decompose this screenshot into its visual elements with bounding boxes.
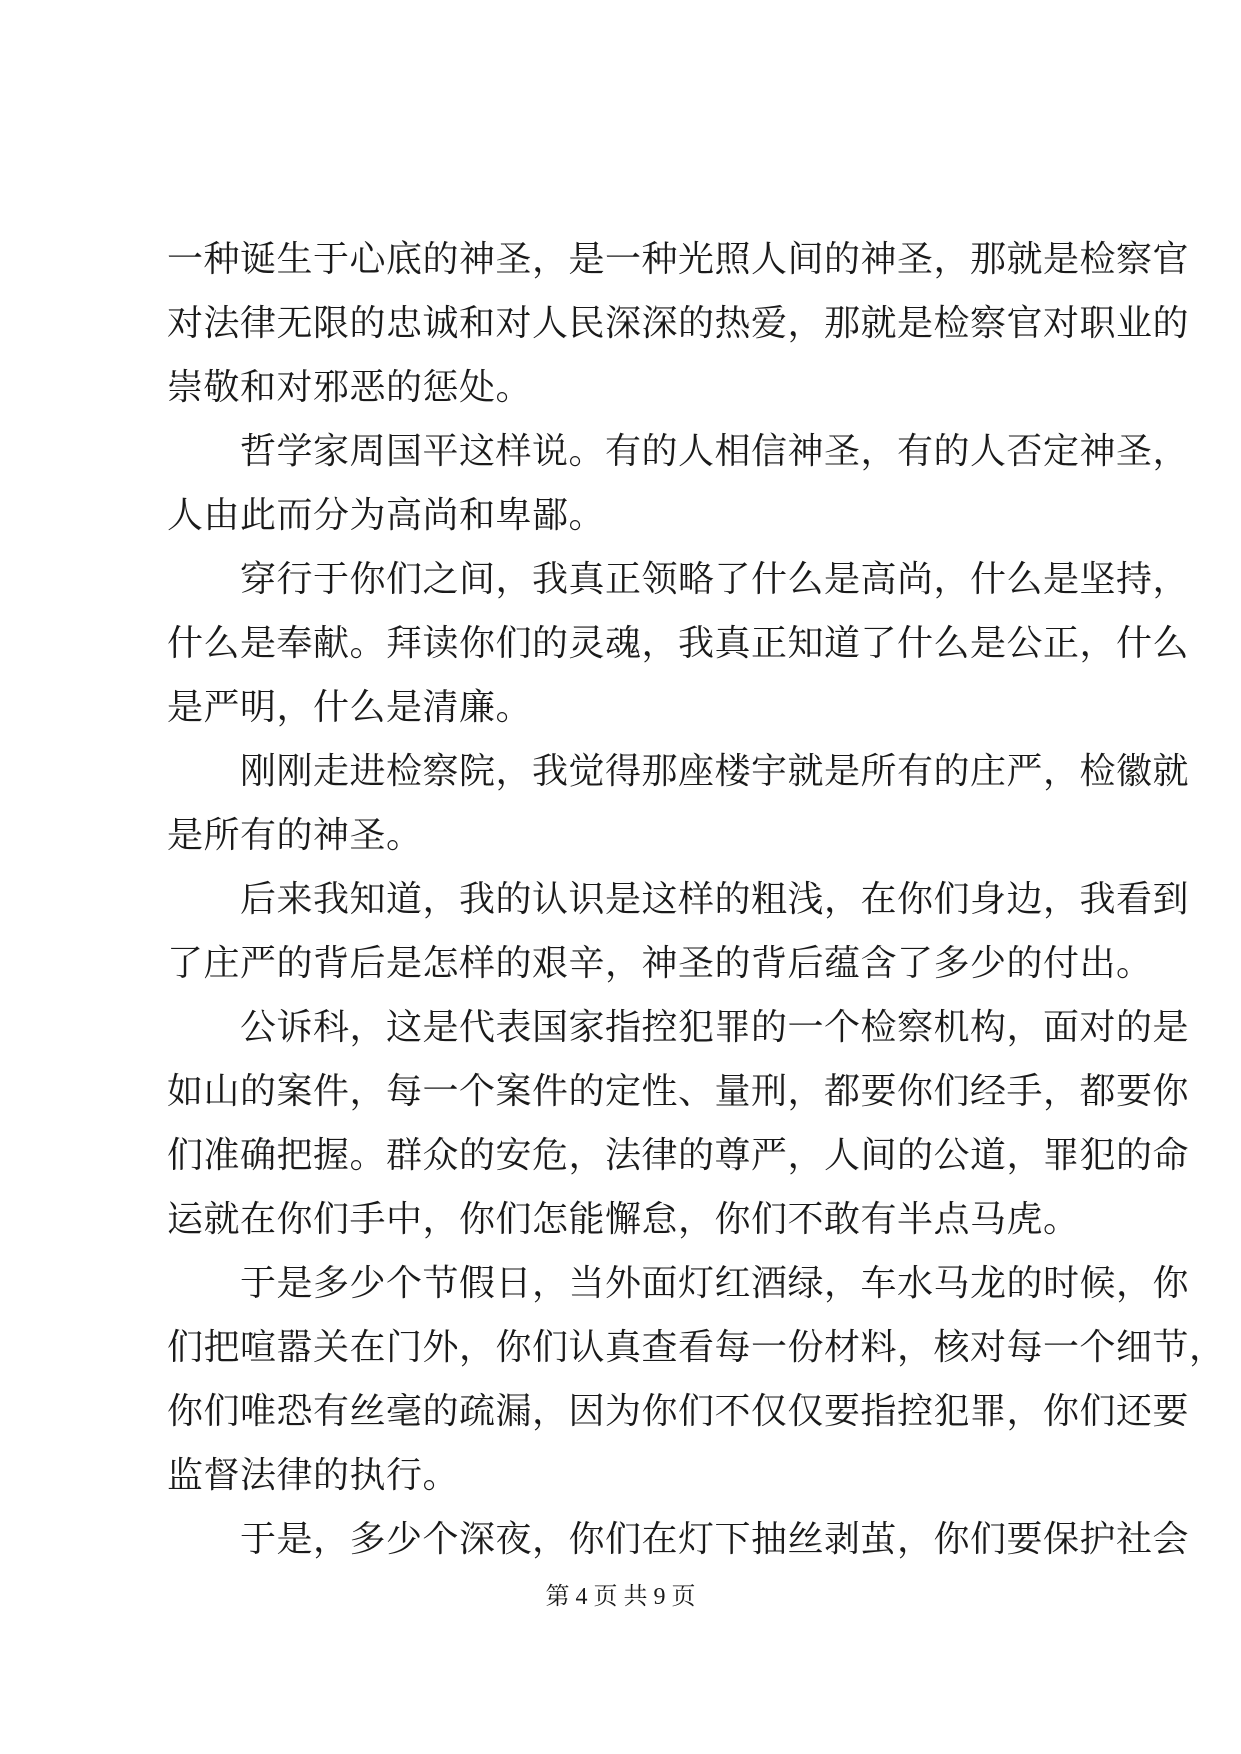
text-line: 你们唯恐有丝毫的疏漏，因为你们不仅仅要指控犯罪，你们还要: [167, 1391, 1190, 1432]
text-line: 们准确把握。群众的安危，法律的尊严，人间的公道，罪犯的命: [167, 1135, 1190, 1176]
text-line: 对法律无限的忠诚和对人民深深的热爱，那就是检察官对职业的: [167, 303, 1190, 344]
document-body: [167, 228, 1226, 1572]
text-line: 一种诞生于心底的神圣，是一种光照人间的神圣，那就是检察官: [167, 239, 1190, 280]
text-line: 穿行于你们之间，我真正领略了什么是高尚，什么是坚持，: [167, 559, 1190, 600]
text-line: 们把喧嚣关在门外，你们认真查看每一份材料，核对每一个细节，: [167, 1327, 1226, 1368]
text-line: 刚刚走进检察院，我觉得那座楼宇就是所有的庄严，检徽就: [167, 751, 1190, 792]
text-line: 人由此而分为高尚和卑鄙。: [167, 495, 606, 536]
text-line: 什么是奉献。拜读你们的灵魂，我真正知道了什么是公正，什么: [167, 623, 1190, 664]
text-line: 哲学家周国平这样说。有的人相信神圣，有的人否定神圣，: [167, 431, 1190, 472]
text-line: 公诉科，这是代表国家指控犯罪的一个检察机构，面对的是: [167, 1007, 1190, 1048]
text-line: 了庄严的背后是怎样的艰辛，神圣的背后蕴含了多少的付出。: [167, 943, 1153, 984]
text-line: 崇敬和对邪恶的惩处。: [167, 367, 533, 408]
text-line: 监督法律的执行。: [167, 1455, 460, 1496]
page-footer: 第 4 页 共 9 页: [545, 1584, 696, 1610]
text-line: 是严明，什么是清廉。: [167, 687, 533, 728]
text-line: 于是，多少个深夜，你们在灯下抽丝剥茧，你们要保护社会: [167, 1519, 1190, 1560]
text-line: 运就在你们手中，你们怎能懈怠，你们不敢有半点马虎。: [167, 1199, 1080, 1240]
text-line: 如山的案件，每一个案件的定性、量刑，都要你们经手，都要你: [167, 1071, 1190, 1112]
text-line: 于是多少个节假日，当外面灯红酒绿，车水马龙的时候，你: [167, 1263, 1190, 1304]
text-line: 是所有的神圣。: [167, 815, 423, 856]
text-line: 后来我知道，我的认识是这样的粗浅，在你们身边，我看到: [167, 879, 1190, 920]
